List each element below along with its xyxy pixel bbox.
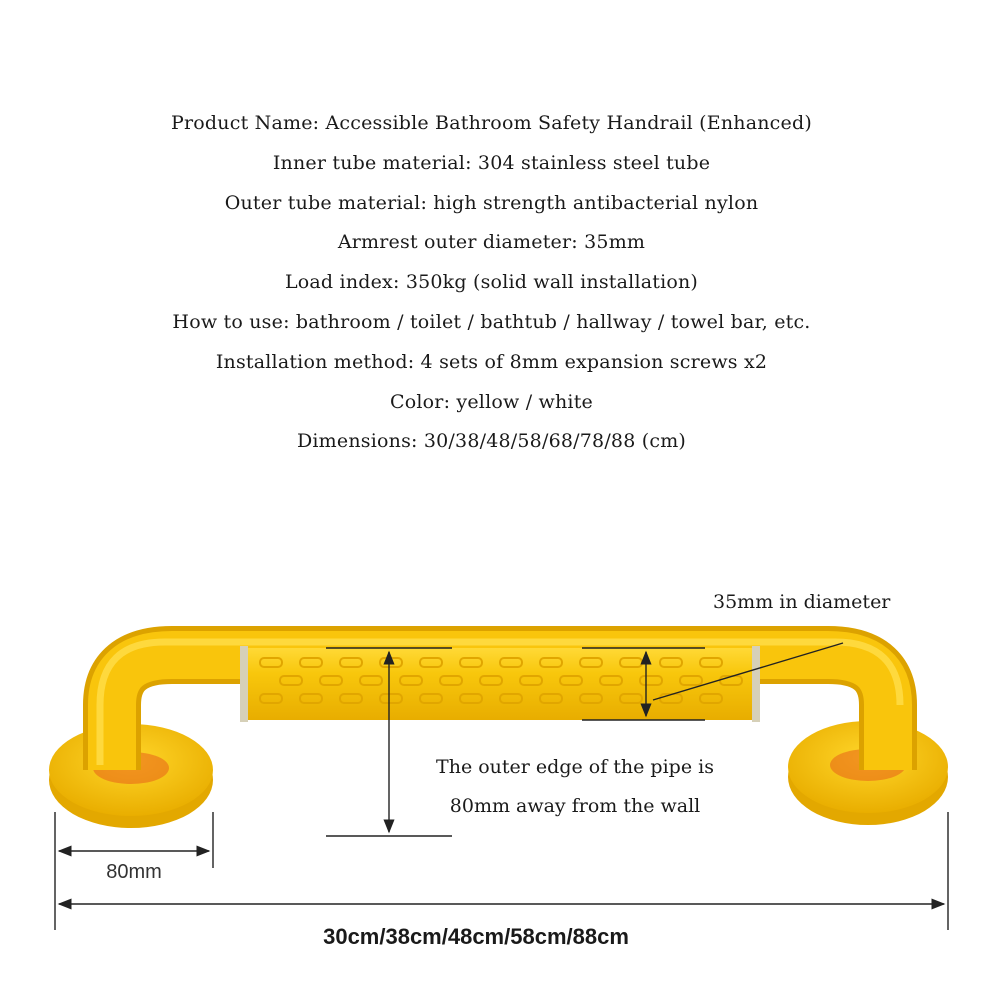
- spec-product-name: Product Name: Accessible Bathroom Safety Handrail (Enhanced): [171, 112, 812, 134]
- spec-outer-tube: Outer tube material: high strength antibacterial nylon: [224, 191, 759, 214]
- wall-distance-label-line2: 80mm away from the wall: [449, 795, 701, 817]
- spec-inner-tube: Inner tube material: 304 stainless steel tube: [272, 151, 711, 174]
- length-label: 30cm/38cm/48cm/58cm/88cm: [323, 924, 629, 949]
- wall-distance-label-line1: The outer edge of the pipe is: [436, 756, 714, 778]
- spec-dimensions: Dimensions: 30/38/48/58/68/78/88 (cm): [296, 430, 687, 453]
- base-width-label: 80mm: [106, 861, 162, 883]
- spec-installation: Installation method: 4 sets of 8mm expansion screws x2: [215, 350, 768, 373]
- diameter-label: 35mm in diameter: [713, 591, 891, 613]
- spec-color: Color: yellow / white: [390, 390, 593, 413]
- spec-usage: How to use: bathroom / toilet / bathtub / hallway / towel bar, etc.: [172, 310, 811, 333]
- length-dimension: [59, 812, 948, 930]
- spec-load-index: Load index: 350kg (solid wall installation): [284, 271, 699, 294]
- spec-diameter: Armrest outer diameter: 35mm: [337, 231, 646, 254]
